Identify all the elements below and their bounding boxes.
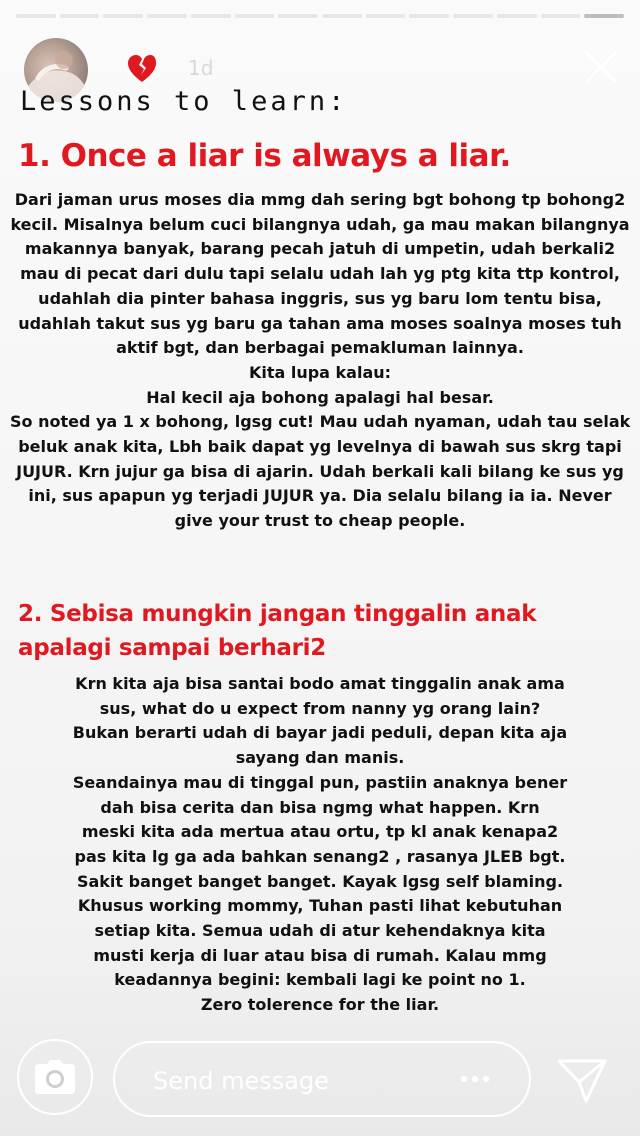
text-line: musti kerja di luar atau bisa di rumah. Kalau mmg — [93, 945, 547, 965]
broken-heart-icon — [126, 54, 158, 88]
text-line: Bukan berarti udah di bayar jadi peduli, depan kita aja — [72, 723, 568, 743]
text-line: Khusus working mommy, Tuhan pasti lihat kebutuhan — [77, 896, 563, 916]
progress-segment — [322, 14, 362, 18]
text-line: pas kita lg ga ada bahkan senang2 , rasanya JLEB bgt. — [74, 846, 566, 866]
text-line: Sakit banget banget banget. Kayak lgsg self blaming. — [76, 871, 564, 891]
close-icon — [584, 50, 618, 84]
progress-segment — [497, 14, 537, 18]
progress-segment — [60, 14, 100, 18]
text-line: dah bisa cerita dan bisa ngmg what happen. Krn — [100, 797, 540, 817]
more-options-icon[interactable] — [459, 1069, 491, 1089]
text-line: ini, sus apapun yg terjadi JUJUR ya. Dia selalu bilang ia ia. Never — [28, 486, 612, 506]
text-line: setiap kita. Semua udah di atur kehendaknya kita — [94, 921, 546, 941]
text-line: Zero tolerence for the liar. — [200, 995, 440, 1015]
lessons-title: Lessons to learn: — [20, 86, 348, 117]
text-line: keadannya begini: kembali lagi ke point no 1. — [114, 970, 526, 990]
progress-segment — [366, 14, 406, 18]
progress-segment — [16, 14, 56, 18]
progress-segment — [235, 14, 275, 18]
progress-segment — [278, 14, 318, 18]
text-line: Dari jaman urus moses dia mmg dah sering bgt bohong tp bohong2 — [14, 190, 626, 209]
progress-segment — [541, 14, 581, 18]
camera-button[interactable] — [17, 1039, 93, 1115]
send-button[interactable] — [556, 1058, 608, 1104]
text-line: Krn kita aja bisa santai bodo amat tinggalin anak ama — [75, 674, 565, 693]
camera-icon — [35, 1060, 75, 1094]
text-line: JUJUR. Krn jujur ga bisa di ajarin. Udah berkali kali bilang ke sus yg — [16, 461, 624, 481]
text-line: udahlah dia pinter bahasa inggris, sus yg baru lom tentu bisa, — [38, 288, 602, 308]
text-line: meski kita ada mertua atau ortu, tp kl anak kenapa2 — [81, 822, 559, 842]
point-2-title: 2. Sebisa mungkin jangan tinggalin anak apalagi sampai berhari2 — [18, 601, 537, 661]
text-line: kecil. Misalnya belum cuci bilangnya udah, ga mau makan bilangnya — [10, 214, 630, 234]
progress-segment — [409, 14, 449, 18]
text-line: Kita lupa kalau: — [248, 362, 392, 382]
text-line: So noted ya 1 x bohong, lgsg cut! Mau udah nyaman, udah tau selak — [10, 412, 631, 432]
progress-segment — [147, 14, 187, 18]
message-field[interactable] — [113, 1041, 531, 1117]
close-button[interactable] — [584, 50, 618, 84]
progress-segment — [103, 14, 143, 18]
text-line: beluk anak kita, Lbh baik dapat yg levelnya di bawah sus skrg tapi — [18, 437, 622, 457]
text-line: udahlah takut sus yg baru ga tahan ama moses soalnya moses tuh — [18, 313, 622, 333]
text-line: give your trust to cheap people. — [174, 511, 466, 531]
point-1-text — [10, 188, 630, 534]
point-2-text — [10, 672, 630, 1018]
text-line: sus, what do u expect from nanny yg orang lain? — [99, 698, 541, 718]
text-line: mau di pecat dari dulu tapi selalu udah lah yg ptg kita ttp kontrol, — [20, 264, 620, 284]
story-timestamp: 1d — [188, 56, 214, 80]
text-line: makannya banyak, barang pecah jatuh di umpetin, udah berkali2 — [24, 239, 616, 259]
progress-segment — [453, 14, 493, 18]
text-line: aktif bgt, dan berbagai pemakluman lainnya. — [116, 338, 524, 358]
point-1-title: 1. Once a liar is always a liar. — [18, 138, 511, 174]
text-line: Hal kecil aja bohong apalagi hal besar. — [146, 387, 494, 407]
progress-segment — [584, 14, 624, 18]
progress-segment — [191, 14, 231, 18]
text-line: sayang dan manis. — [235, 748, 405, 768]
text-line: Seandainya mau di tinggal pun, pastiin anaknya bener — [72, 772, 568, 792]
send-icon — [556, 1058, 608, 1104]
send-message-input[interactable] — [151, 1063, 435, 1099]
story-progress-bar — [16, 14, 624, 18]
